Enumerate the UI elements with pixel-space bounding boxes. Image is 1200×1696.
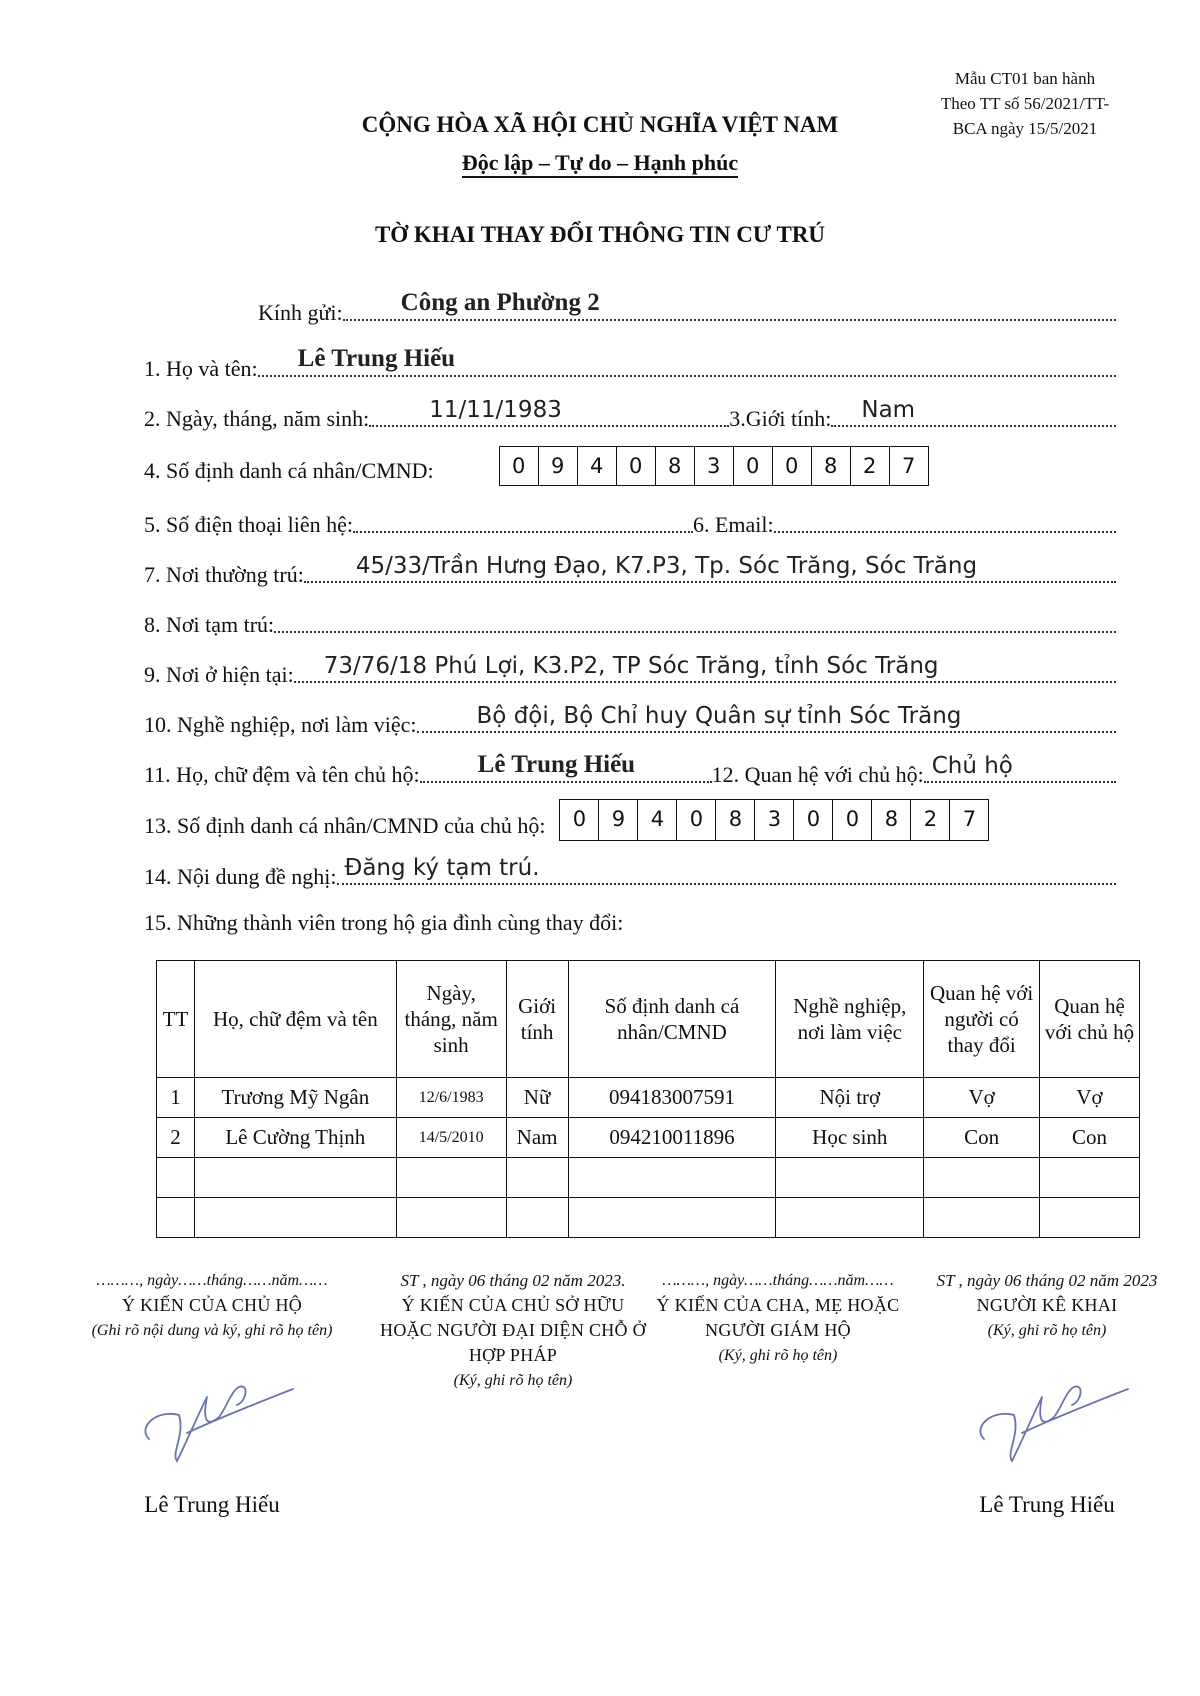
signature-block-guardian	[648, 1268, 908, 1368]
id-number-label: 4. Số định danh cá nhân/CMND:	[144, 458, 434, 483]
head-id-digit: 3	[755, 800, 794, 840]
s1-title: Ý KIẾN CỦA CHỦ HỘ	[121, 1295, 303, 1315]
col-header-name: Họ, chữ đệm và tên	[194, 961, 396, 1078]
table-cell[interactable]	[924, 1198, 1040, 1238]
table-cell: 1	[157, 1078, 195, 1118]
table-cell: 2	[157, 1118, 195, 1158]
field-birth-gender	[144, 397, 1116, 432]
head-id-number-boxes[interactable]	[559, 799, 989, 841]
table-cell: Học sinh	[776, 1118, 924, 1158]
head-id-digit: 4	[638, 800, 677, 840]
table-cell: Nội trợ	[776, 1078, 924, 1118]
head-id-number-label: 13. Số định danh cá nhân/CMND của chủ hộ:	[144, 813, 546, 838]
request-value: Đăng ký tạm trú.	[344, 855, 540, 881]
current-address-label: 9. Nơi ở hiện tại:	[144, 662, 294, 687]
permanent-address-label: 7. Nơi thường trú:	[144, 562, 304, 587]
table-cell[interactable]	[506, 1198, 568, 1238]
id-digit: 8	[812, 447, 851, 485]
phone-line[interactable]	[353, 525, 693, 533]
members-heading: 15. Những thành viên trong hộ gia đình cùng thay đổi:	[144, 910, 624, 935]
id-digit: 0	[734, 447, 773, 485]
id-digit: 0	[773, 447, 812, 485]
national-motto	[0, 150, 1200, 176]
occupation-value: Bộ đội, Bộ Chỉ huy Quân sự tỉnh Sóc Trăng	[476, 703, 962, 729]
head-id-digit: 7	[962, 807, 977, 831]
head-id-digit: 0	[833, 800, 872, 840]
gender-value: Nam	[861, 397, 916, 423]
permanent-address-value: 45/33/Trần Hưng Đạo, K7.P3, Tp. Sóc Trăng, Sóc Trăng	[355, 553, 978, 579]
email-label: 6. Email:	[692, 512, 774, 537]
table-cell[interactable]	[396, 1198, 506, 1238]
id-digit: 4	[578, 447, 617, 485]
col-header-relation-changer: Quan hệ với người có thay đổi	[924, 961, 1040, 1078]
table-cell: 14/5/2010	[396, 1118, 506, 1158]
field-occupation	[144, 703, 1116, 738]
table-cell[interactable]	[396, 1158, 506, 1198]
signature-block-owner	[378, 1268, 648, 1393]
head-id-digit: 8	[872, 800, 911, 840]
table-cell[interactable]	[568, 1158, 776, 1198]
s2-note: (Ký, ghi rõ họ tên)	[453, 1372, 573, 1389]
s4-note: (Ký, ghi rõ họ tên)	[987, 1322, 1107, 1339]
temporary-address-label: 8. Nơi tạm trú:	[144, 612, 275, 637]
motto-text: Độc lập – Tự do – Hạnh phúc	[462, 150, 738, 178]
table-cell: 12/6/1983	[396, 1078, 506, 1118]
s4-title: NGƯỜI KÊ KHAI	[976, 1295, 1118, 1315]
household-head-line[interactable]	[420, 751, 712, 783]
s1-note: (Ghi rõ nội dung và ký, ghi rõ họ tên)	[91, 1322, 333, 1339]
id-digit: 9	[539, 447, 578, 485]
table-cell[interactable]	[506, 1158, 568, 1198]
recipient-label: Kính gửi:	[258, 300, 343, 325]
head-id-digit: 9	[599, 800, 638, 840]
col-header-birth: Ngày, tháng, năm sinh	[396, 961, 506, 1078]
table-cell: Nữ	[506, 1078, 568, 1118]
s3-date: ………, ngày……tháng……năm……	[662, 1272, 894, 1289]
table-cell[interactable]	[924, 1158, 1040, 1198]
table-cell[interactable]	[194, 1198, 396, 1238]
table-row	[157, 1158, 1140, 1198]
field-head-id-number	[144, 798, 1116, 842]
field-temporary-address	[144, 606, 1116, 638]
request-label: 14. Nội dung đề nghị:	[144, 864, 337, 889]
id-digit: 8	[656, 447, 695, 485]
table-cell[interactable]	[568, 1198, 776, 1238]
birth-date-value: 11/11/1983	[429, 397, 562, 423]
gender-label: 3.Giới tính:	[729, 406, 832, 431]
signature-block-household-head	[62, 1268, 362, 1517]
email-line[interactable]	[774, 525, 1116, 533]
current-address-value: 73/76/18 Phú Lợi, K3.P2, TP Sóc Trăng, tỉnh Sóc Trăng	[323, 653, 939, 679]
field-full-name	[144, 345, 1116, 382]
head-id-digit: 0	[794, 800, 833, 840]
recipient-value: Công an Phường 2	[400, 289, 600, 316]
s4-date: ST , ngày 06 tháng 02 năm 2023	[936, 1271, 1158, 1290]
table-cell[interactable]	[157, 1158, 195, 1198]
relation-line[interactable]	[924, 753, 1116, 783]
table-row	[157, 1078, 1140, 1118]
table-cell: Con	[924, 1118, 1040, 1158]
table-cell: Lê Cường Thịnh	[194, 1118, 396, 1158]
table-row	[157, 1198, 1140, 1238]
id-digit: 3	[695, 447, 734, 485]
field-recipient	[258, 289, 1116, 326]
head-id-digit: 2	[911, 800, 950, 840]
form-note-line: Theo TT số 56/2021/TT-	[940, 94, 1110, 113]
table-cell: Trương Mỹ Ngân	[194, 1078, 396, 1118]
relation-value: Chủ hộ	[931, 753, 1013, 779]
id-digit: 0	[500, 447, 539, 485]
table-cell[interactable]	[1040, 1158, 1140, 1198]
s2-title: Ý KIẾN CỦA CHỦ SỞ HỮU HOẶC NGƯỜI ĐẠI DIỆN CHỖ Ở HỢP PHÁP	[380, 1295, 646, 1365]
members-table	[156, 960, 1140, 1238]
s2-date: ST , ngày 06 tháng 02 năm 2023.	[400, 1271, 626, 1290]
signature-block-declarant	[912, 1268, 1182, 1517]
table-cell[interactable]	[776, 1198, 924, 1238]
form-note-line: BCA ngày 15/5/2021	[952, 119, 1098, 138]
table-cell[interactable]	[776, 1158, 924, 1198]
s4-name: Lê Trung Hiếu	[979, 1492, 1115, 1517]
s3-note: (Ký, ghi rõ họ tên)	[718, 1347, 838, 1364]
form-note-line: Mẫu CT01 ban hành	[954, 69, 1096, 88]
field-household-head	[144, 751, 1116, 788]
handwritten-signature-icon	[127, 1357, 297, 1467]
household-head-value: Lê Trung Hiếu	[477, 751, 636, 778]
s1-date: ………, ngày……tháng……năm……	[96, 1272, 328, 1289]
handwritten-signature-icon	[962, 1357, 1132, 1467]
col-header-relation-head: Quan hệ với chủ hộ	[1040, 961, 1140, 1078]
id-digit: 7	[901, 454, 916, 478]
temporary-address-line[interactable]	[274, 625, 1116, 633]
full-name-value: Lê Trung Hiếu	[297, 345, 456, 372]
field-current-address	[144, 653, 1116, 688]
col-header-occupation: Nghề nghiệp, nơi làm việc	[776, 961, 924, 1078]
full-name-label: 1. Họ và tên:	[144, 356, 258, 381]
table-cell: Vợ	[924, 1078, 1040, 1118]
field-request	[144, 855, 1116, 890]
recipient-line[interactable]	[343, 289, 1116, 321]
col-header-id: Số định danh cá nhân/CMND	[568, 961, 776, 1078]
table-cell: Vợ	[1040, 1078, 1140, 1118]
gender-line[interactable]	[831, 397, 1116, 427]
occupation-label: 10. Nghề nghiệp, nơi làm việc:	[144, 712, 417, 737]
table-cell: Nam	[506, 1118, 568, 1158]
table-cell[interactable]	[157, 1198, 195, 1238]
table-cell: Con	[1040, 1118, 1140, 1158]
field-phone-email	[144, 506, 1116, 538]
head-id-digit: 0	[560, 800, 599, 840]
field-members-heading	[144, 904, 1116, 936]
birth-date-line[interactable]	[369, 397, 729, 427]
form-title: TỜ KHAI THAY ĐỔI THÔNG TIN CƯ TRÚ	[374, 222, 826, 247]
current-address-line[interactable]	[294, 653, 1116, 683]
field-permanent-address	[144, 553, 1116, 588]
table-cell: 094183007591	[568, 1078, 776, 1118]
head-id-digit: 8	[716, 800, 755, 840]
table-cell[interactable]	[1040, 1198, 1140, 1238]
relation-label: 12. Quan hệ với chủ hộ:	[711, 762, 924, 787]
household-head-label: 11. Họ, chữ đệm và tên chủ hộ:	[144, 762, 420, 787]
full-name-line[interactable]	[258, 345, 1116, 377]
field-id-number	[144, 446, 1116, 486]
table-cell[interactable]	[194, 1158, 396, 1198]
occupation-line[interactable]	[417, 703, 1116, 733]
permanent-address-line[interactable]	[304, 553, 1116, 583]
head-id-digit: 0	[677, 800, 716, 840]
col-header-index: TT	[157, 961, 195, 1078]
phone-label: 5. Số điện thoại liên hệ:	[144, 512, 353, 537]
id-digit: 2	[851, 447, 890, 485]
request-line[interactable]	[337, 855, 1117, 885]
s3-title: Ý KIẾN CỦA CHA, MẸ HOẶC NGƯỜI GIÁM HỘ	[656, 1295, 900, 1340]
birth-date-label: 2. Ngày, tháng, năm sinh:	[144, 406, 370, 431]
id-digit: 0	[617, 447, 656, 485]
s1-name: Lê Trung Hiếu	[144, 1492, 280, 1517]
id-number-boxes[interactable]	[499, 446, 929, 486]
table-header-row	[157, 961, 1140, 1078]
national-title: CỘNG HÒA XÃ HỘI CHỦ NGHĨA VIỆT NAM	[361, 112, 839, 137]
table-row	[157, 1118, 1140, 1158]
table-cell: 094210011896	[568, 1118, 776, 1158]
col-header-gender: Giới tính	[506, 961, 568, 1078]
